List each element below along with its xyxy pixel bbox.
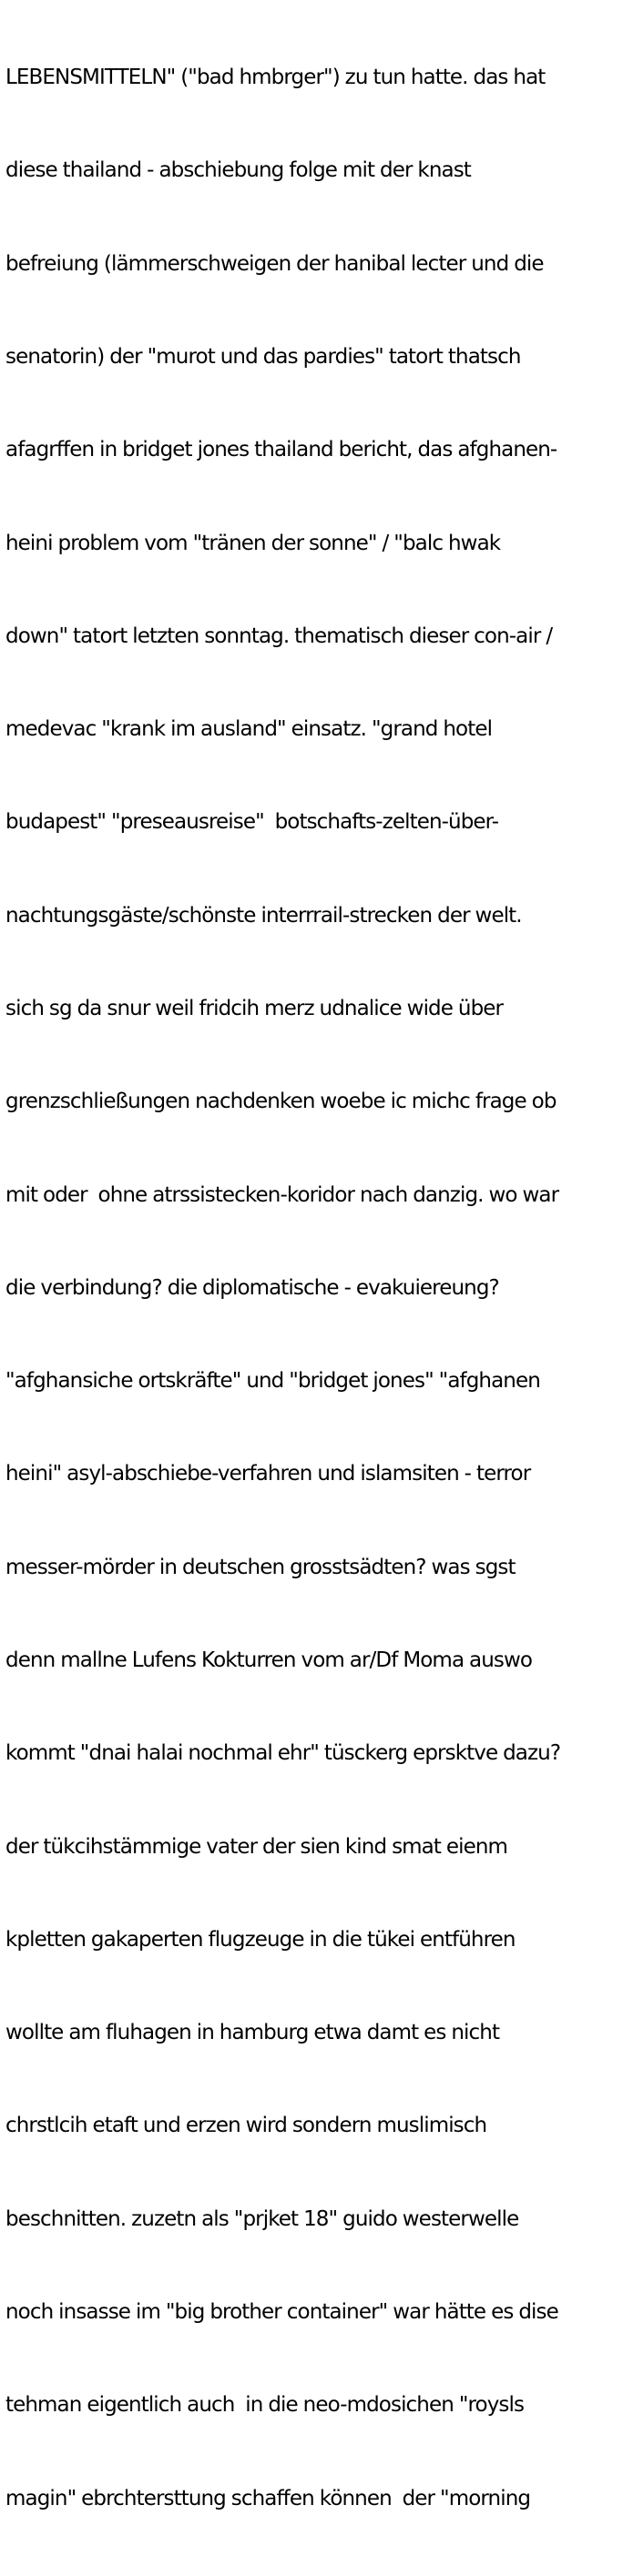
text-line-12: grenzschließungen nachdenken woebe ic michc frage ob bbox=[5, 1090, 557, 1114]
text-line-5: afagrffen in bridget jones thailand bericht, das afghanen- bbox=[5, 438, 557, 462]
text-line-2: diese thailand - abschiebung folge mit der knast bbox=[5, 158, 471, 183]
text-line-27: magin" ebrchtersttung schaffen können der "morning bbox=[5, 2486, 531, 2510]
document-text-block bbox=[5, 0, 623, 2576]
text-line-22: wollte am fluhagen in hamburg etwa damt es nicht bbox=[5, 2021, 500, 2045]
text-line-18: denn mallne Lufens Kokturren vom ar/Df Moma auswo bbox=[5, 1648, 533, 1672]
text-line-14: die verbindung? die diplomatische - evakuiereung? bbox=[5, 1275, 499, 1300]
text-line-23: chrstlcih etaft und erzen wird sondern muslimisch bbox=[5, 2114, 487, 2138]
text-line-6: heini problem vom "tränen der sonne" / "balc hwak bbox=[5, 531, 501, 555]
text-line-25: noch insasse im "big brother container" war hätte es dise bbox=[5, 2299, 558, 2324]
text-line-17: messer-mörder in deutschen grosstsädten? was sgst bbox=[5, 1555, 516, 1579]
text-line-3: befreiung (lämmerschweigen der hanibal lecter und die bbox=[5, 251, 544, 276]
text-line-11: sich sg da snur weil fridcih merz udnalice wide über bbox=[5, 997, 504, 1020]
text-line-21: kpletten gakaperten flugzeuge in die tükei entführen bbox=[5, 1927, 516, 1952]
text-line-24: beschnitten. zuzetn als "prjket 18" guido westerwelle bbox=[5, 2206, 519, 2231]
text-line-19: kommt "dnai halai nochmal ehr" tüsckerg eprsktve dazu? bbox=[5, 1741, 561, 1766]
text-line-16: heini" asyl-abschiebe-verfahren und islamsiten - terror bbox=[5, 1462, 531, 1486]
text-line-20: der tükcihstämmige vater der sien kind smat eienm bbox=[5, 1834, 508, 1859]
text-line-4: senatorin) der "murot und das pardies" tatort thatsch bbox=[5, 345, 521, 370]
text-line-10: nachtungsgäste/schönste interrrail-strecken der welt. bbox=[5, 903, 522, 928]
text-line-8: medevac "krank im ausland" einsatz. "grand hotel bbox=[5, 717, 493, 742]
text-line-7: down" tatort letzten sonntag. thematisch dieser con-air / bbox=[5, 624, 553, 648]
text-line-9: budapest" "preseausreise" botschafts-zelten-über- bbox=[5, 810, 499, 835]
text-line-26: tehman eigentlich auch in die neo-mdosichen "roysls bbox=[5, 2393, 525, 2418]
text-line-1: LEBENSMITTELN" ("bad hmbrger") zu tun hatte. das hat bbox=[5, 66, 546, 90]
text-line-15: "afghansiche ortskräfte" und "bridget jones" "afghanen bbox=[5, 1369, 540, 1394]
text-line-13: mit oder ohne atrssistecken-koridor nach danzig. wo war bbox=[5, 1182, 559, 1207]
